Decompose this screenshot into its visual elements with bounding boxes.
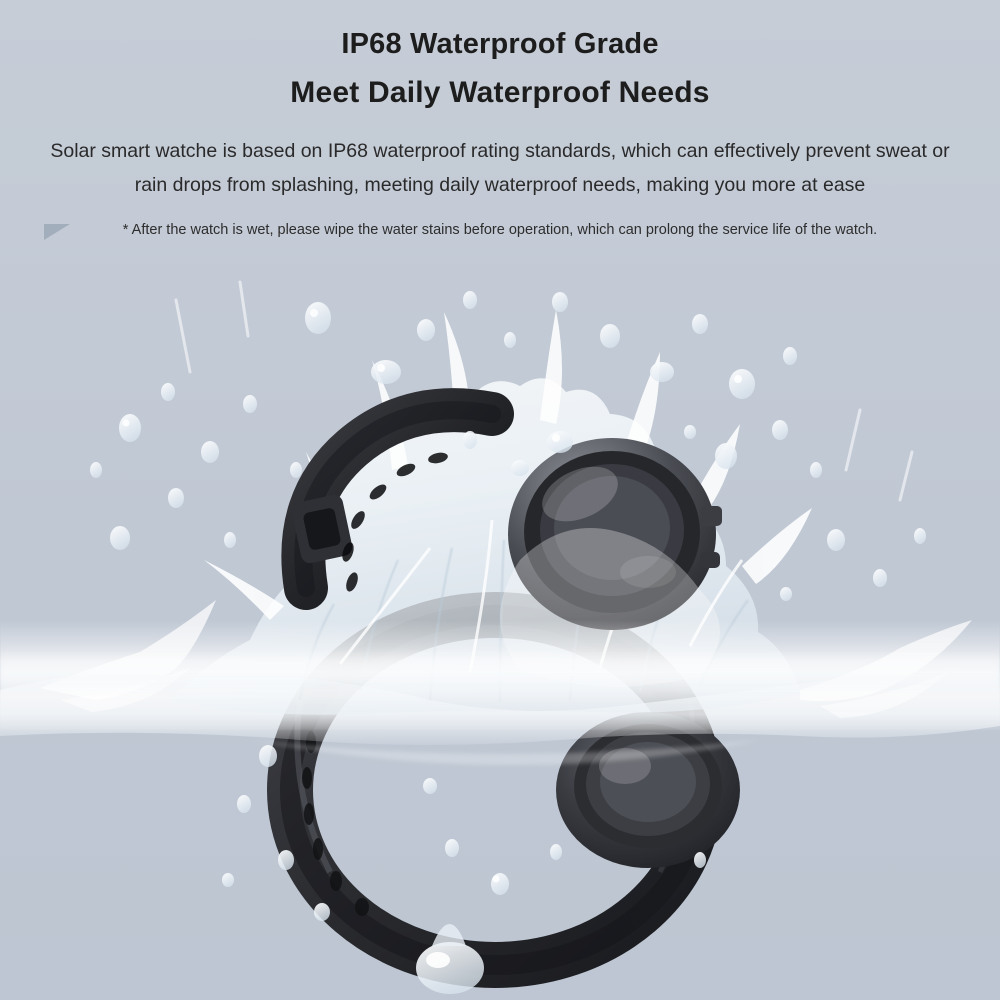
water-surface-glow bbox=[0, 648, 1000, 706]
banner-copy bbox=[0, 0, 1000, 242]
headline-primary: IP68 Waterproof Grade bbox=[341, 28, 659, 60]
footnote-text: * After the watch is wet, please wipe the water stains before operation, which can prolong the service life of the watch. bbox=[122, 222, 878, 238]
headline-secondary: Meet Daily Waterproof Needs bbox=[290, 76, 710, 110]
description-paragraph: Solar smart watche is based on IP68 waterproof rating standards, which can effectively prevent sweat or rain drops from splashing, meeting daily waterproof needs, making you more at ease bbox=[50, 139, 950, 196]
